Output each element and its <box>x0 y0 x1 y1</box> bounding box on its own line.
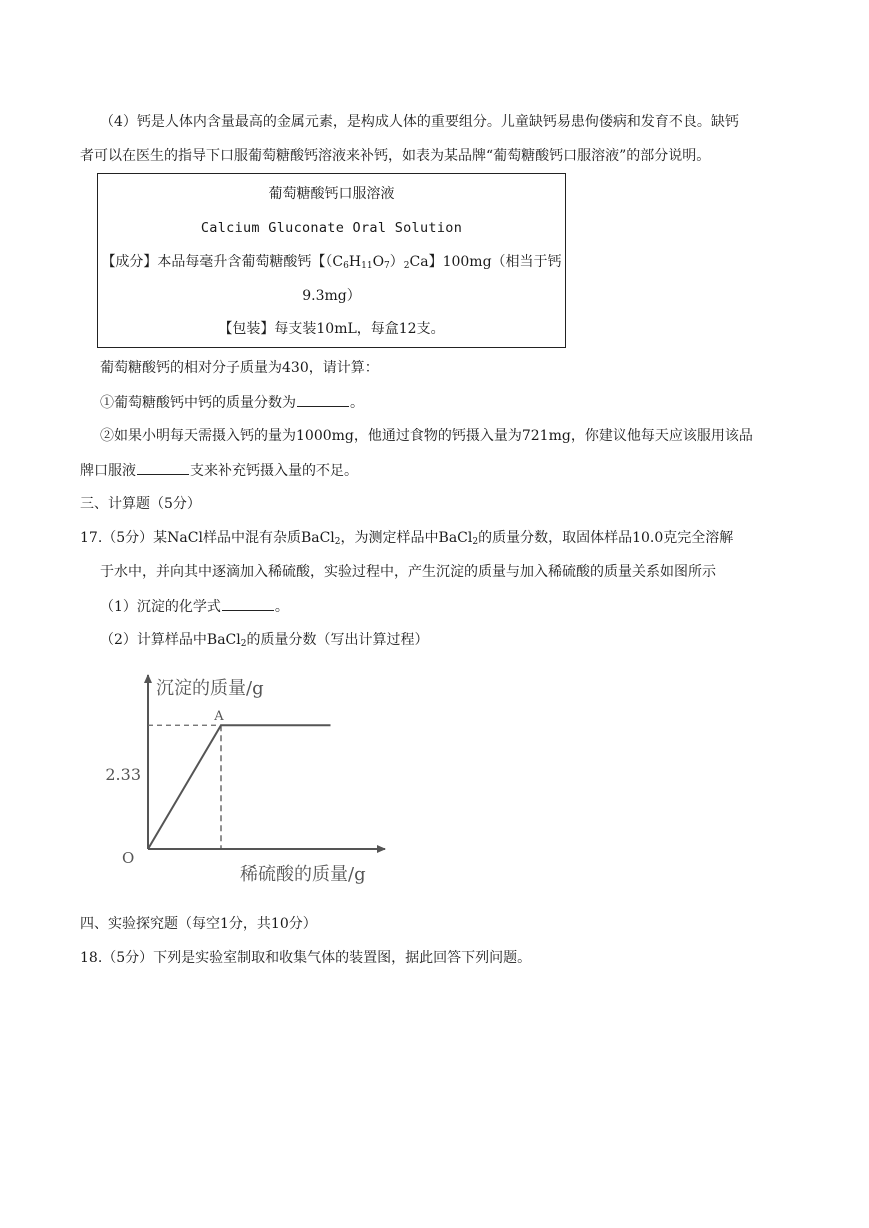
q17-sub2-pre: （2）计算样品中BaCl <box>100 632 241 648</box>
answer-blank-3[interactable] <box>222 596 274 611</box>
q17-sub1: 2 <box>334 537 341 547</box>
y-tick-label: 2.33 <box>105 765 141 784</box>
section-3-heading: 三、计算题（5分） <box>80 496 201 512</box>
q17-sub2-line <box>100 630 428 650</box>
q17-sub1-line <box>100 596 289 617</box>
sub-6: 6 <box>343 261 349 271</box>
q17-line2: 于水中，并向其中逐滴加入稀硫酸，实验过程中，产生沉淀的质量与加入稀硫酸的质量关系如图所示 <box>100 564 716 580</box>
box-ingredient-line2: 9.3mg） <box>302 288 361 304</box>
q1-post: 。 <box>350 395 364 411</box>
q17-sub2-sub: 2 <box>240 639 247 649</box>
sub-11: 11 <box>361 261 373 271</box>
origin-label: O <box>122 849 135 867</box>
q17-pre: 17.（5分）某NaCl样品中混有杂质BaCl <box>80 530 335 546</box>
answer-blank-2[interactable] <box>137 460 189 475</box>
ingredient-close: ） <box>389 254 404 270</box>
box-package: 【包装】每支装10mL，每盒12支。 <box>218 321 445 337</box>
box-title-en: Calcium Gluconate Oral Solution <box>200 220 463 236</box>
q16-4-line1: （4）钙是人体内含量最高的金属元素，是构成人体的重要组分。儿童缺钙易患佝偻病和发育不良。缺钙 <box>100 114 739 130</box>
q16-4-sub2-line2 <box>80 460 358 481</box>
ingredient-pre: 【成分】本品每毫升含葡萄糖酸钙【（C <box>101 254 344 270</box>
q17-mid: ，为测定样品中BaCl <box>340 530 473 546</box>
q16-4-sub2-line1: ②如果小明每天需摄入钙的量为1000mg，他通过食物的钙摄入量为721mg，你建议他每天应该服用该品 <box>100 428 753 444</box>
ingredient-h: H <box>348 254 362 270</box>
q18-line: 18.（5分）下列是实验室制取和收集气体的装置图，据此回答下列问题。 <box>80 950 532 966</box>
ingredient-post: Ca】100mg（相当于钙 <box>409 254 562 270</box>
sub-2: 2 <box>403 261 410 271</box>
q17-sub1-post: 。 <box>274 599 289 615</box>
q2-post: 支来补充钙摄入量的不足。 <box>190 463 358 479</box>
q2-pre: 牌口服液 <box>80 463 136 479</box>
ingredient-o: O <box>372 254 385 270</box>
mr-text: 葡萄糖酸钙的相对分子质量为430，请计算： <box>100 360 379 376</box>
box-title-cn: 葡萄糖酸钙口服溶液 <box>268 186 395 202</box>
q17-line1 <box>80 528 733 548</box>
q16-4-line2: 者可以在医生的指导下口服葡萄糖酸钙溶液来补钙，如表为某品牌“葡萄糖酸钙口服溶液”的部分说明。 <box>80 148 711 164</box>
y-axis-label: 沉淀的质量/g <box>156 678 264 699</box>
answer-blank-1[interactable] <box>297 392 349 407</box>
q17-sub2-post: 的质量分数（写出计算过程） <box>246 632 429 648</box>
q17-sub1-pre: （1）沉淀的化学式 <box>100 599 221 615</box>
q16-4-sub1 <box>100 392 364 413</box>
q17-sub2: 2 <box>472 537 479 547</box>
box-ingredient <box>98 252 565 272</box>
sub-7: 7 <box>384 261 390 271</box>
point-a-label: A <box>214 709 224 725</box>
q1-pre: ①葡萄糖酸钙中钙的质量分数为 <box>100 395 296 411</box>
precipitate-chart <box>105 665 400 895</box>
q17-post: 的质量分数，取固体样品10.0克完全溶解 <box>478 530 734 546</box>
series-line <box>148 725 331 849</box>
section-4-heading: 四、实验探究题（每空1分，共10分） <box>80 916 317 932</box>
x-axis-label: 稀硫酸的质量/g <box>240 864 366 885</box>
product-label-box <box>97 173 566 348</box>
